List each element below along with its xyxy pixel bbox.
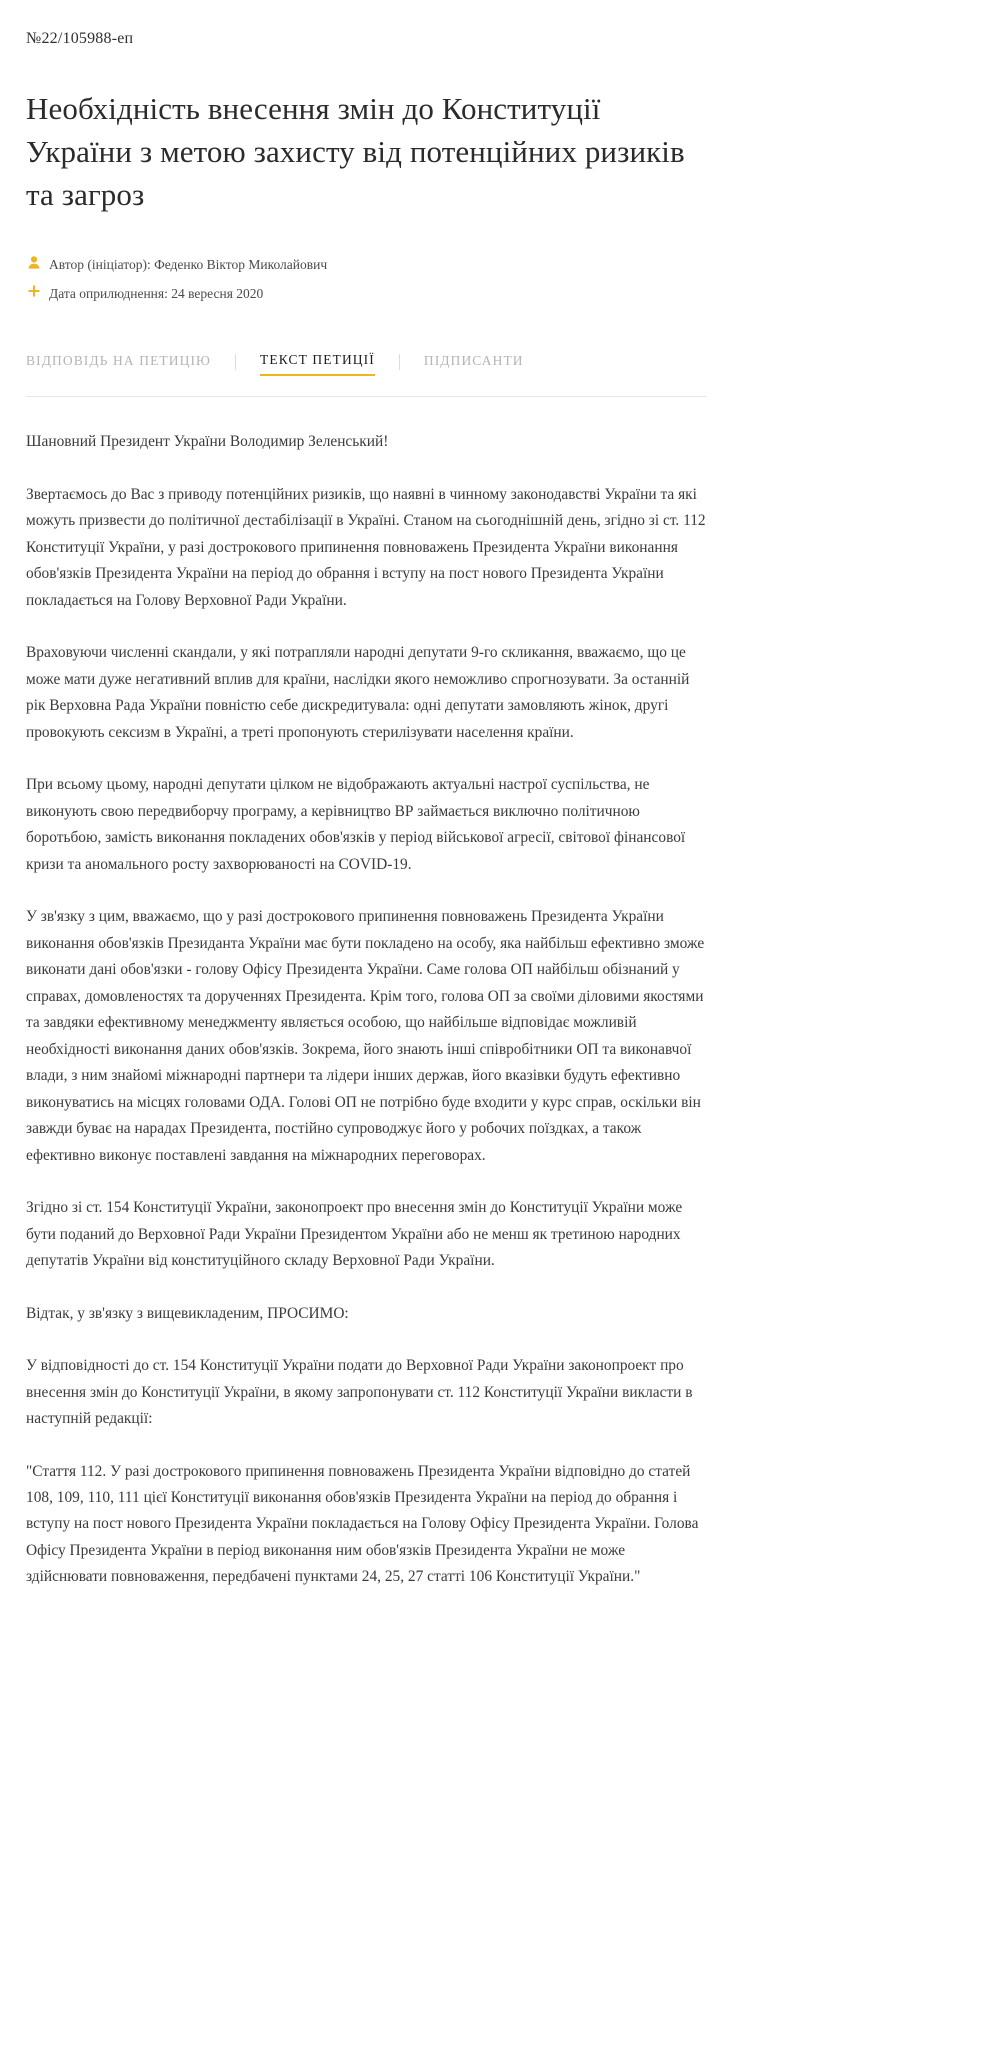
petition-date-row [26, 283, 706, 305]
petition-paragraph: Звертаємось до Вас з приводу потенційних ризиків, що наявні в чинному законодавстві України та які можуть призвести до політичної дестабілізації в Україні. Станом на сьогоднішній день, згідно зі ст. 112 Конституції України, у разі дострокового припинення повноважень Президента України виконання обов'язків Президента України на період до обрання і вступу на пост нового Президента України покладається на Голову Верховної Ради України. [26, 485, 706, 609]
content-divider [26, 396, 706, 397]
page-title: Необхідність внесення змін до Конституції України з метою захисту від потенційних ризиків та загроз [26, 91, 685, 212]
petition-paragraph: У зв'язку з цим, вважаємо, що у разі дострокового припинення повноважень Президента України виконання обов'язків Президанта України має бути покладено на особу, яка найбільш ефективно зможе виконати дані обов'язки - голову Офісу Президента України. Саме голова ОП найбільш обізнаний у справах, домовленостях та дорученнях Президента. Крім того, голова ОП за своїми діловими якостями та завдяки ефективному менеджменту являється особою, що найбільше відповідає можливій необхідності виконання даних обов'язків. Зокрема, його знають інші співробітники ОП та виконавчої влади, з ним знайомі міжнародні партнери та лідери інших держав, його вказівки будуть ефективно виконуватись на місцях головами ОДА. Голові ОП не потрібно буде входити у курс справ, оскільки він завжди буває на нарадах Президента, постійно супроводжує його у робочих поїздках, а також ефективно виконує поставлені завдання на міжнародних переговорах. [26, 908, 705, 1164]
petition-date-text: Дата оприлюднення: 24 вересня 2020 [49, 285, 264, 301]
petition-paragraph: У відповідності до ст. 154 Конституції України подати до Верховної Ради України законопроект про внесення змін до Конституції України, в якому запропонувати ст. 112 Конституції України викласти в наступній редакції: [26, 1357, 693, 1428]
petition-number: №22/105988-еп [26, 30, 134, 47]
petition-author-row [26, 254, 706, 276]
petition-paragraph: Згідно зі ст. 154 Конституції України, законопроект про внесення змін до Конституції України може бути поданий до Верховної Ради України Президентом України або не менш як третиною народних депутатів України від конституційного складу Верховної Ради України. [26, 1199, 683, 1270]
petition-paragraph: Шановний Президент України Володимир Зеленський! [26, 433, 389, 451]
petition-content [26, 0, 706, 1591]
tab-response[interactable]: ВІДПОВІДЬ НА ПЕТИЦІЮ [26, 353, 212, 369]
petition-paragraph: Відтак, у зв'язку з вищевикладеним, ПРОСИМО: [26, 1304, 349, 1322]
tab-separator [235, 354, 236, 370]
petition-paragraph: "Стаття 112. У разі дострокового припинення повноважень Президента України відповідно до статей 108, 109, 110, 111 цієї Конституції виконання обов'язків Президента України на період до обрання і вступу на пост нового Президента України покладається на Голову Офісу Президента України. Голова Офісу Президента України в період виконання ним обов'язків Президента України не може здійснювати повноваження, передбачені пунктами 24, 25, 27 статті 106 Конституції України." [26, 1462, 699, 1586]
petition-paragraph: Враховуючи численні скандали, у які потрапляли народні депутати 9-го скликання, вважаємо, що це може мати дуже негативний вплив для країни, наслідки якого неможливо спрогнозувати. За останній рік Верховна Рада України повністю себе дискредитувала: одні депутати замовляють жінок, другі провокують сексизм в Україні, а треті пропонують стерилізувати населення країни. [26, 644, 690, 741]
petition-meta [26, 254, 706, 304]
petition-author-text: Автор (ініціатор): Феденко Віктор Миколайович [49, 257, 328, 273]
petition-body [26, 429, 706, 1590]
tab-separator [399, 354, 400, 370]
tab-petition-text[interactable]: ТЕКСТ ПЕТИЦІЇ [260, 348, 375, 376]
tab-signatories[interactable]: ПІДПИСАНТИ [423, 353, 524, 369]
petition-paragraph: При всьому цьому, народні депутати цілком не відображають актуальні настрої суспільства, не виконують свою передвиборчу програму, а керівництво ВР займається виключно політичною боротьбою, замість виконання покладених обов'язків у період військової агресії, світової фінансової кризи та аномального росту захворюваності на COVID-19. [26, 776, 686, 873]
plus-icon [26, 285, 42, 297]
user-icon [26, 256, 42, 269]
petition-tabs [26, 348, 706, 376]
